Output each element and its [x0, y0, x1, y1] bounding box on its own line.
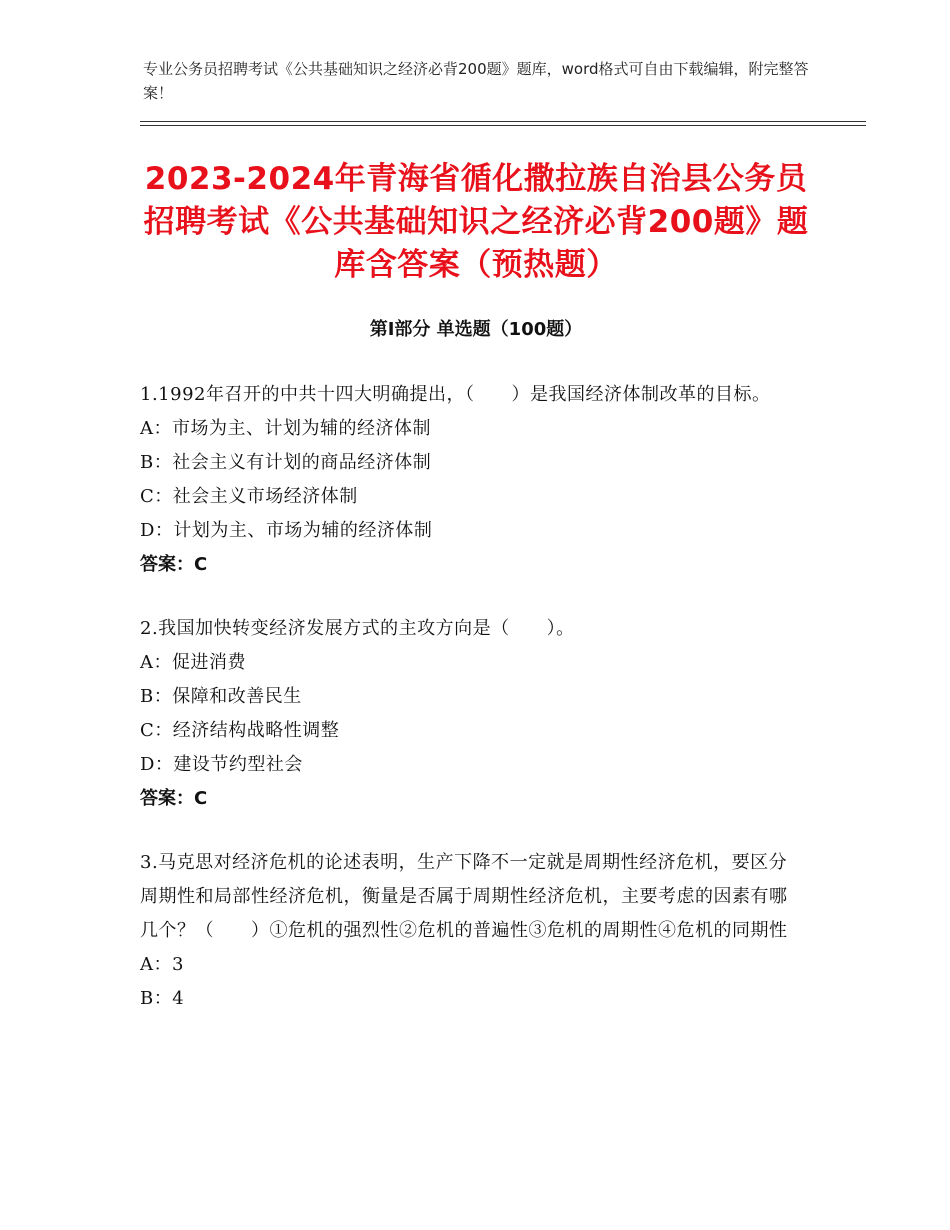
document-title: 2023-2024年青海省循化撒拉族自治县公务员招聘考试《公共基础知识之经济必背200题》题库含答案（预热题）: [143, 161, 809, 283]
option-a: A：促进消费: [140, 652, 246, 673]
option-b: B：社会主义有计划的商品经济体制: [140, 452, 432, 473]
option-a: A：3: [140, 954, 184, 975]
option-d: D：计划为主、市场为辅的经济体制: [140, 520, 433, 541]
option-a: A：市场为主、计划为辅的经济体制: [140, 418, 431, 439]
header-divider: [140, 121, 866, 122]
question-stem: 3.马克思对经济危机的论述表明，生产下降不一定就是周期性经济危机，要区分周期性和局部性经济危机，衡量是否属于周期性经济危机，主要考虑的因素有哪几个？（ ）①危机的强烈性②危机的普遍性③危机的周期性④危机的同期性: [140, 852, 788, 941]
question-2: [140, 612, 800, 816]
question-stem: 1.1992年召开的中共十四大明确提出，（ ）是我国经济体制改革的目标。: [140, 384, 771, 405]
question-3: [140, 846, 800, 1016]
question-1: [140, 378, 800, 582]
question-stem: 2.我国加快转变经济发展方式的主攻方向是（ ）。: [140, 618, 575, 639]
option-b: B：保障和改善民生: [140, 686, 302, 707]
answer: 答案：C: [140, 788, 208, 809]
option-c: C：社会主义市场经济体制: [140, 486, 358, 507]
section-title: 第Ⅰ部分 单选题（100题）: [369, 319, 583, 340]
option-c: C：经济结构战略性调整: [140, 720, 340, 741]
answer: 答案：C: [140, 554, 208, 575]
option-b: B：4: [140, 988, 185, 1009]
header-note: 专业公务员招聘考试《公共基础知识之经济必背200题》题库，word格式可自由下载编辑，附完整答案！: [143, 60, 809, 102]
header-divider-thin: [140, 125, 866, 126]
question-list: [140, 378, 800, 1046]
option-d: D：建设节约型社会: [140, 754, 303, 775]
